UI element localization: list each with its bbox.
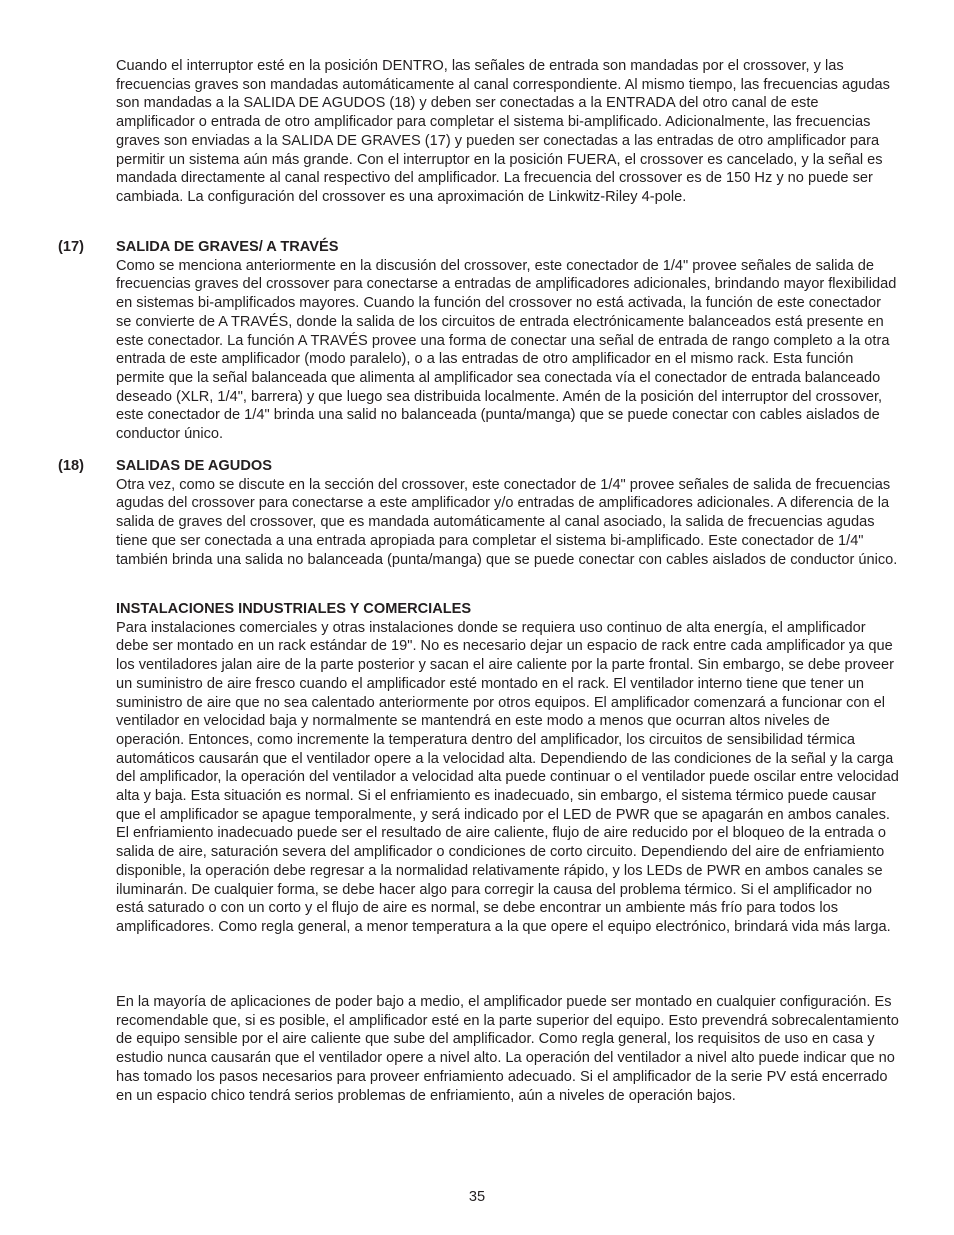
intro-text: Cuando el interruptor esté en la posición DENTRO, las señales de entrada son mandadas por el crossover, y las frecuencias graves son mandadas automáticamente al canal correspondiente. Al mismo tiempo, las frecuencias agudas son mandadas a la SALIDA DE AGUDOS (18) y deben ser conectadas a la ENTRADA del otro canal de este amplificador o entrada de otro amplificador para completar el sistema bi-amplificado. Adicionalmente, las frecuencias graves son enviadas a la SALIDA DE GRAVES (17) y pueden ser conectadas a las entradas de otro amplificador para permitir un sistema aún más grande. Con el interruptor en la posición FUERA, el crossover es cancelado, y la señal es mandada directamente al canal respectivo del amplificador. La frecuencia del crossover es de 150 Hz y no puede ser cambiada. La configuración del crossover es una aproximación de Linkwitz-Riley 4-pole. (116, 58, 890, 205)
industrial-section-2 (116, 993, 900, 1105)
section-18-text: Otra vez, como se discute en la sección del crossover, este conectador de 1/4" provee señales de salida de frecuencias agudas del crossover para conectarse a este amplificador y/o entradas de amplificadores adicionales. A diferencia de la salida de graves del crossover, que es mandada automáticamente al canal asociado, la salida de frecuencias agudas tiene que ser conectada a una entrada apropiada para completar el sistema bi-amplificado. Este conectador de 1/4" también brinda una salida no balanceada (punta/manga) que se puede conectar con cables aislados de conductor único. (116, 476, 898, 568)
section-17-text: Como se menciona anteriormente en la discusión del crossover, este conectador de 1/4" provee señales de salida de frecuencias graves del crossover para conectarse a entradas de amplificadores adicionales, brindando mayor flexibilidad en sistemas bi-amplificados mayores. Cuando la función del crossover no está activada, la función de este conectador se convierte de A TRAVÉS, donde la salida de los circuitos de entrada electrónicamente balanceados está presente en este conectador. La función A TRAVÉS provee una forma de conectar una señal de entrada de rango completo a la otra entrada de este amplificador (modo paralelo), o a las entradas de otro amplificador en el mismo rack. Esta función permite que la señal balanceada que alimenta al amplificador sea conectada vía el conectador de entrada balanceado deseado (XLR, 1/4", barrera) y que luego sea distribuida localmente. Amén de la posición del interruptor del crossover, este conectador de 1/4" brinda una salid no balanceada (punta/manga) que se puede conectar con cables aislados de conductor único. (116, 257, 897, 443)
industrial-section (116, 600, 900, 937)
section-18-number: (18) (58, 458, 84, 474)
section-18-heading: SALIDAS DE AGUDOS (116, 458, 272, 474)
section-18 (116, 457, 900, 569)
industrial-heading: INSTALACIONES INDUSTRIALES Y COMERCIALES (116, 601, 472, 617)
intro-paragraph (116, 57, 900, 207)
section-17-heading: SALIDA DE GRAVES/ A TRAVÉS (116, 239, 339, 255)
section-17 (116, 238, 900, 444)
industrial-text-2: En la mayoría de aplicaciones de poder bajo a medio, el amplificador puede ser montado en cualquier configuración. Es recomendable que, si es posible, el amplificador esté en la parte superior del equipo. Esto prevendrá sobrecalentamiento de equipo sensible por el aire caliente que sube del amplificador. Como regla general, los requisitos de uso en casa y estudio nunca causarán que el ventilador opere a nivel alto. La operación del ventilador a nivel alto puede indicar que no has tomado los pasos necesarios para proveer enfriamiento adecuado. Si el amplificador de la serie PV está encerrado en un espacio chico tendrá serios problemas de enfriamiento, aún a niveles de operación bajos. (116, 994, 899, 1104)
industrial-text: Para instalaciones comerciales y otras instalaciones donde se requiera uso continuo de alta energía, el amplificador debe ser montado en un rack estándar de 19". No es necesario dejar un espacio de rack entre cada amplificador ya que los ventiladores jalan aire de la parte posterior y sacan el aire caliente por la parte frontal. Sin embargo, se debe proveer un suministro de aire fresco cuando el amplificador esté montado en el rack. El ventilador interno tiene que tener un suministro de aire que no sea calentado anteriormente por otros equipos. El amplificador comenzará a funcionar con el ventilador en velocidad baja y normalmente se mantendrá en este modo a menos que ocurran altos niveles de operación. Entonces, como incremente la temperatura dentro del amplificador, los circuitos de sensibilidad térmica automáticos causarán que el ventilador opere a la velocidad alta. Dependiendo de las condiciones de la señal y la carga del amplificador, la operación del ventilador a velocidad alta puede continuar o el ventilador puede oscilar entre velocidad alta y baja. Esta situación es normal. Si el enfriamiento es inadecuado, sin embargo, el sistema térmico puede causar que el amplificador se apague temporalmente, y será indicado por el LED de PWR que se apagarán en ambos canales. El enfriamiento inadecuado puede ser el resultado de aire caliente, flujo de aire reducido por el bloqueo de la entrada o salida de aire, saturación severa del amplificador o condiciones de corto circuito. Dependiendo del aire de enfriamiento disponible, la operación debe regresar a la normalidad relativamente rápido, y los LEDs de PWR en ambos canales se iluminarán. De cualquier forma, se debe hacer algo para corregir la causa del problema térmico. Si el amplificador no está saturado o con un corto y el flujo de aire es normal, se debe encontrar un ambiente más frío para todos los amplificadores. Como regla general, a menor temperatura a la que opere el equipo electrónico, brindará vida más larga. (116, 619, 899, 935)
section-17-number: (17) (58, 239, 84, 255)
page-number: 35 (468, 1189, 486, 1205)
